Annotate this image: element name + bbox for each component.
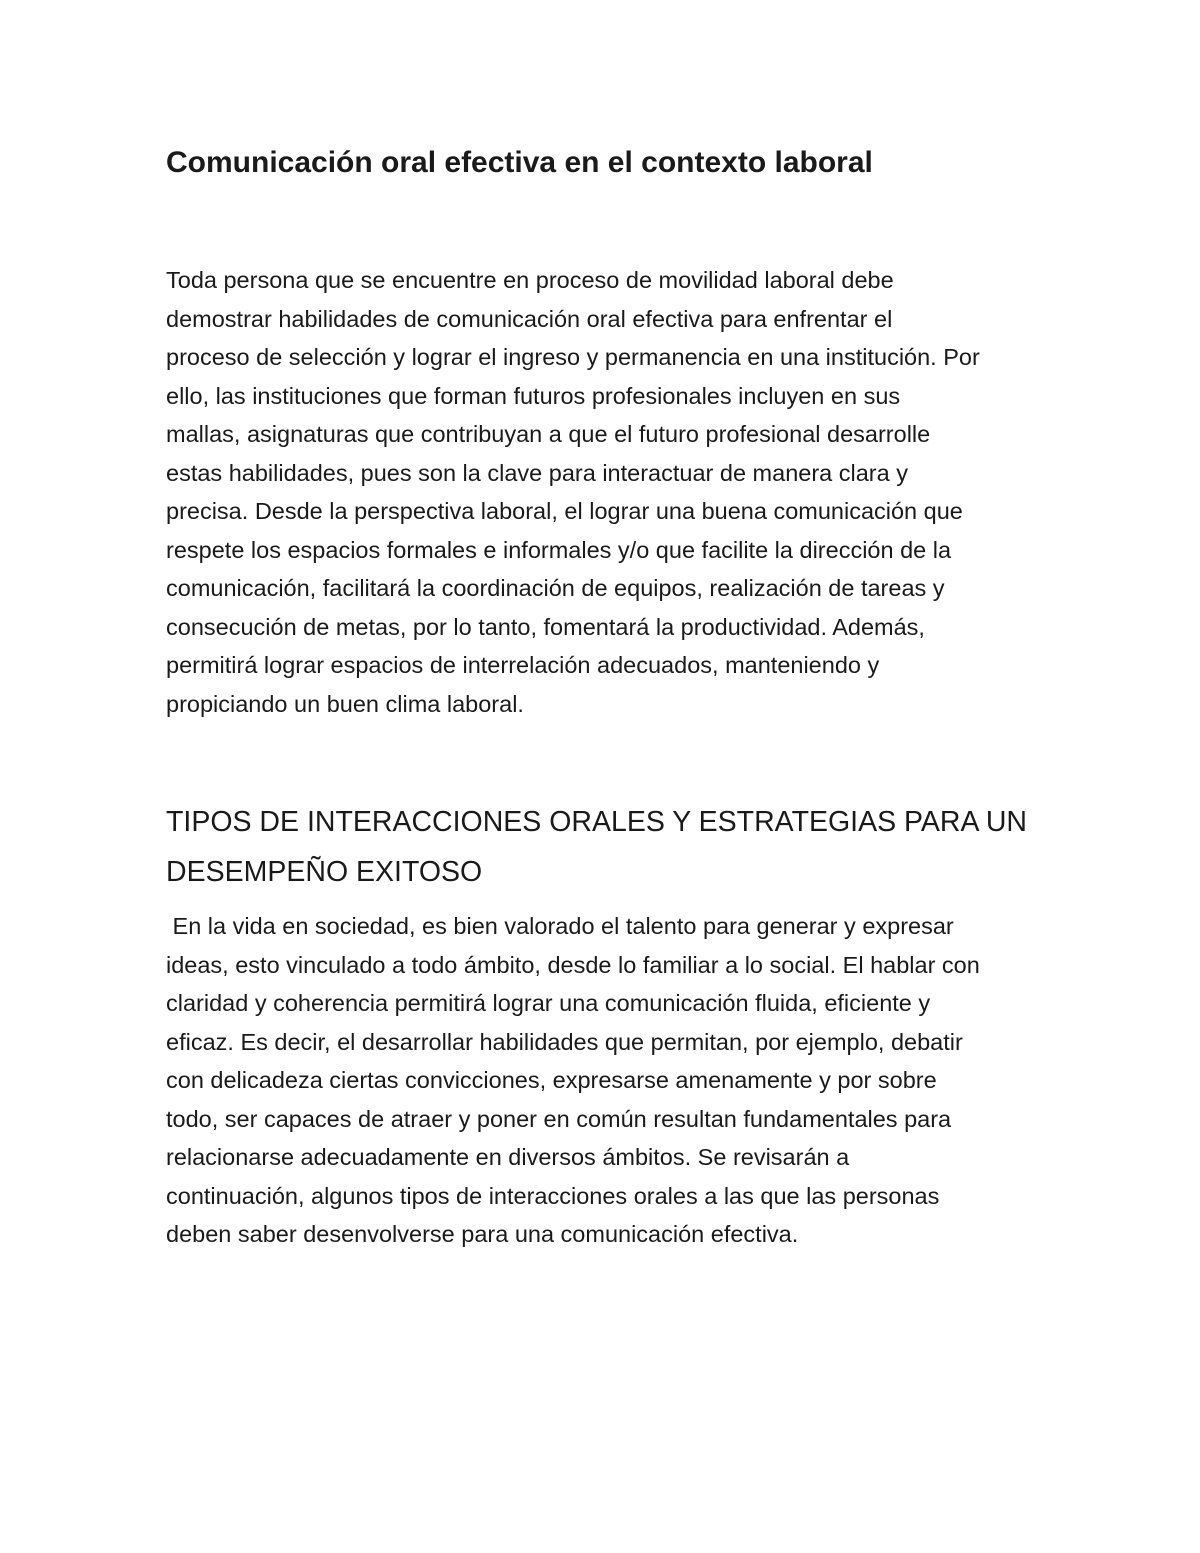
paragraph-line: demostrar habilidades de comunicación oral efectiva para enfrentar el [166, 305, 893, 332]
paragraph-line: respete los espacios formales e informales y/o que facilite la dirección de la [166, 536, 952, 563]
paragraph-line: consecución de metas, por lo tanto, fomentará la productividad. Además, [166, 613, 925, 640]
document-content [166, 140, 1046, 1254]
paragraph-line: eficaz. Es decir, el desarrollar habilidades que permitan, por ejemplo, debatir [166, 1028, 963, 1055]
document-title: Comunicación oral efectiva en el contexto laboral [166, 146, 873, 179]
paragraph-line: Toda persona que se encuentre en proceso de movilidad laboral debe [166, 267, 894, 293]
paragraph-line: En la vida en sociedad, es bien valorado el talento para generar y expresar [166, 913, 954, 939]
paragraph-line: mallas, asignaturas que contribuyan a que el futuro profesional desarrolle [166, 421, 931, 447]
paragraph-line: precisa. Desde la perspectiva laboral, el lograr una buena comunicación que [166, 498, 963, 524]
section-heading [166, 797, 1046, 897]
paragraph-line: comunicación, facilitará la coordinación de equipos, realización de tareas y [166, 575, 945, 601]
paragraph-line: deben saber desenvolverse para una comunicación efectiva. [166, 1221, 799, 1247]
heading-line: TIPOS DE INTERACCIONES ORALES Y ESTRATEGIAS PARA UN [166, 806, 1028, 838]
paragraph-line: permitirá lograr espacios de interrelación adecuados, manteniendo y [166, 652, 880, 678]
paragraph-line: ideas, esto vinculado a todo ámbito, desde lo familiar a lo social. El hablar con [166, 951, 980, 978]
paragraph-line: propiciando un buen clima laboral. [166, 690, 524, 717]
paragraph-line: claridad y coherencia permitirá lograr una comunicación fluida, eficiente y [166, 990, 931, 1016]
heading-line: DESEMPEÑO EXITOSO [166, 856, 483, 888]
paragraph-line: proceso de selección y lograr el ingreso y permanencia en una institución. Por [166, 344, 980, 370]
paragraph-line: continuación, algunos tipos de interacciones orales a las que las personas [166, 1182, 940, 1209]
section-paragraph [166, 907, 1046, 1254]
intro-paragraph [166, 261, 1046, 723]
paragraph-line: estas habilidades, pues son la clave para interactuar de manera clara y [166, 459, 908, 486]
paragraph-line: ello, las instituciones que forman futuros profesionales incluyen en sus [166, 382, 901, 409]
paragraph-line: con delicadeza ciertas convicciones, expresarse amenamente y por sobre [166, 1067, 937, 1093]
paragraph-line: relacionarse adecuadamente en diversos ámbitos. Se revisarán a [166, 1144, 850, 1170]
paragraph-line: todo, ser capaces de atraer y poner en común resultan fundamentales para [166, 1105, 952, 1132]
